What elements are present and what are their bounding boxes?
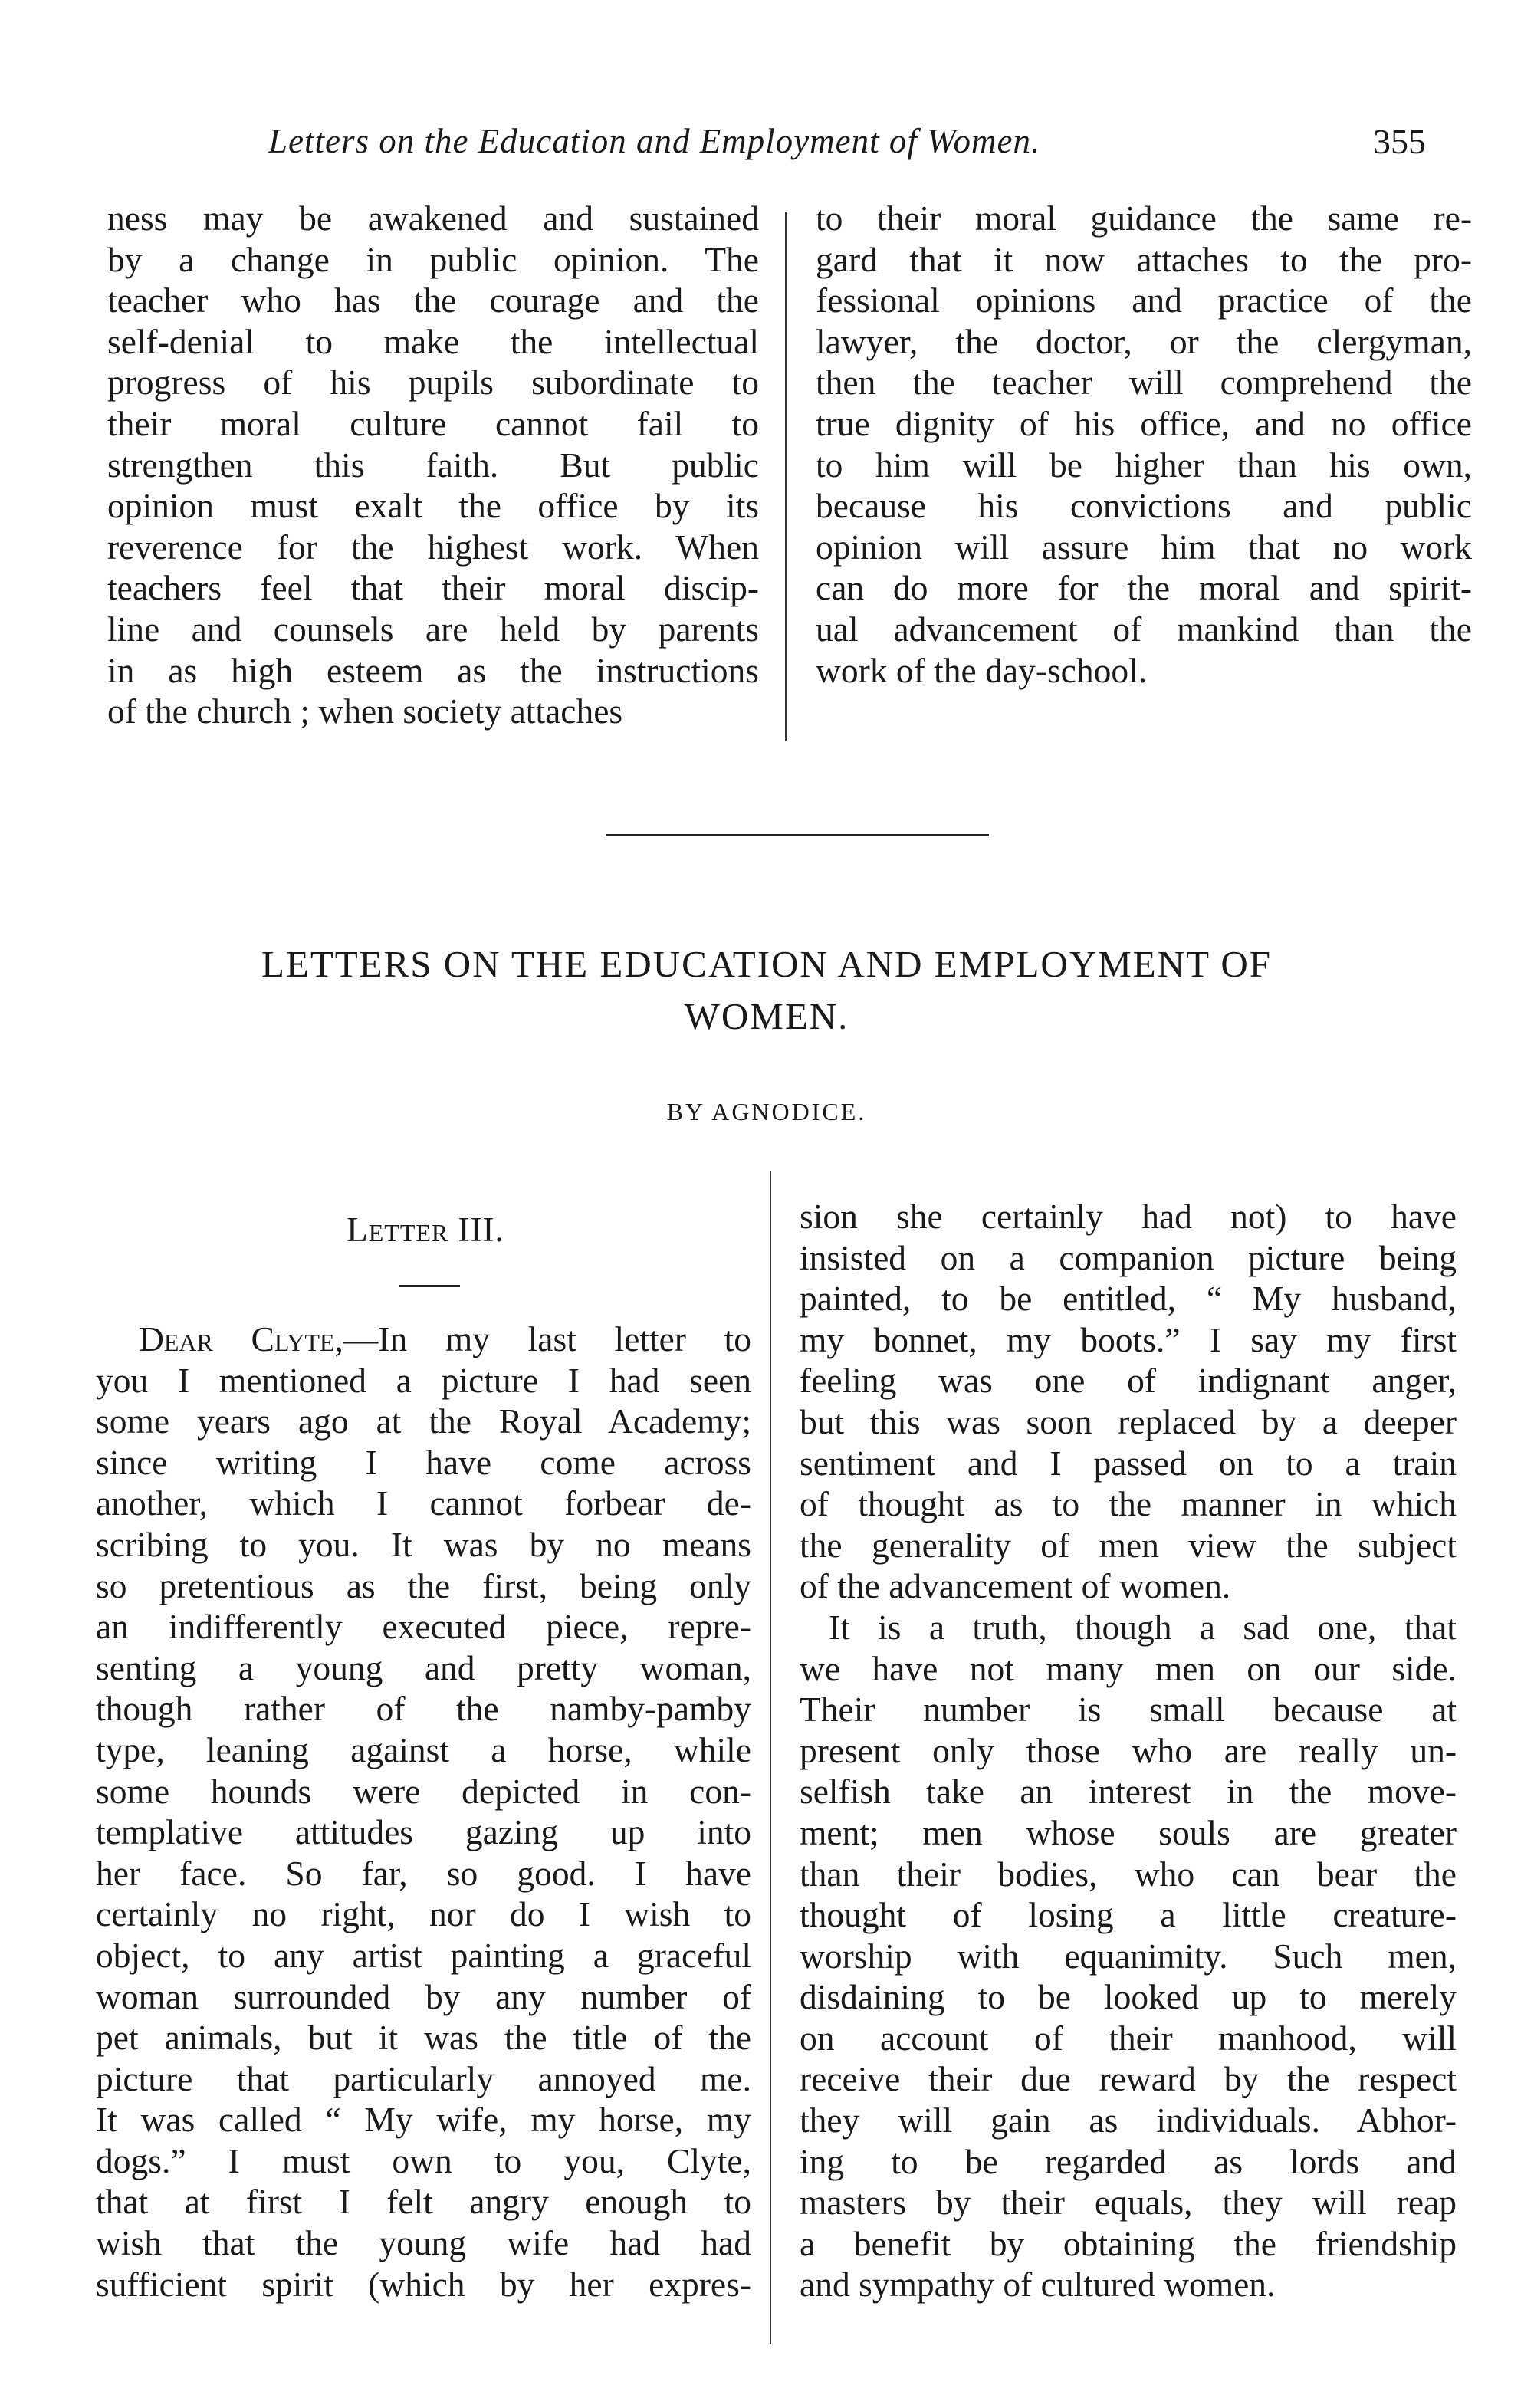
text-line: pet animals, but it was the title of the [96,2018,751,2058]
letter-heading-rule [399,1285,460,1287]
page-number: 355 [1373,122,1426,161]
text-line: feeling was one of indignant anger, [800,1361,1457,1401]
text-line: worship with equanimity. Such men, [800,1936,1457,1976]
text-line: certainly no right, nor do I wish to [96,1894,751,1934]
text-line: painted, to be entitled, “ My husband, [800,1279,1457,1319]
text-line: they will gain as individuals. Abhor- [800,2101,1457,2140]
text-line: selfish take an interest in the move- [800,1772,1457,1812]
text-line: ness may be awakened and sustained [107,199,759,238]
text-line: self-denial to make the intellectual [107,321,759,361]
text-line: masters by their equals, they will reap [800,2183,1457,2222]
text-line: true dignity of his office, and no office [816,403,1472,443]
text-line: gard that it now attaches to the pro- [816,239,1472,279]
column-divider-top [785,212,787,741]
text-line: an indifferently executed piece, repre- [96,1607,751,1647]
text-fragment: —In my last letter to [343,1319,751,1358]
text-line: a benefit by obtaining the friendship [800,2223,1457,2263]
text-line: receive their due reward by the respect [800,2059,1457,2099]
text-line: but this was soon replaced by a deeper [800,1401,1457,1441]
article-title-line: LETTERS ON THE EDUCATION AND EMPLOYMENT OF [261,943,1273,985]
text-line: you I mentioned a picture I had seen [96,1360,751,1400]
top-left-paragraph [107,198,759,732]
text-line: her face. So far, so good. I have [96,1853,751,1893]
article-title-line: WOMEN. [684,995,849,1037]
text-line: type, leaning against a horse, while [96,1730,751,1769]
text-line: than their bodies, who can bear the [800,1854,1457,1894]
text-line: disdaining to be looked up to merely [800,1977,1457,2017]
text-line: on account of their manhood, will [800,2018,1457,2058]
text-line: my bonnet, my boots.” I say my first [800,1319,1457,1359]
text-line: sion she certainly had not) to have [800,1197,1457,1236]
text-line: woman surrounded by any number of [96,1976,751,2016]
top-left-column [107,198,759,732]
text-line: some years ago at the Royal Academy; [96,1401,751,1441]
bottom-left-column [96,1319,751,2305]
text-line: to him will be higher than his own, [816,445,1472,485]
text-line: though rather of the namby-pamby [96,1689,751,1729]
text-line: some hounds were depicted in con- [96,1771,751,1811]
text-line: sufficient spirit (which by her expres- [96,2264,751,2304]
letter-paragraph-continued [800,1196,1457,1607]
text-line: of the church ; when society attaches [107,692,623,731]
text-line: Their number is small because at [800,1690,1457,1730]
salutation: Dear Clyte, [139,1319,343,1358]
text-line: present only those who are really un- [800,1730,1457,1770]
text-line: their moral culture cannot fail to [107,403,759,443]
text-line: by a change in public opinion. The [107,239,759,279]
text-line: reverence for the highest work. When [107,527,759,567]
text-line: teachers feel that their moral discip- [107,568,759,608]
text-line: to their moral guidance the same re- [816,199,1472,238]
text-line: dogs.” I must own to you, Clyte, [96,2140,751,2180]
text-line: teacher who has the courage and the [107,281,759,320]
text-line: senting a young and pretty woman, [96,1647,751,1687]
text-line: It is a truth, though a sad one, that [829,1607,1457,1647]
text-line: ing to be regarded as lords and [800,2141,1457,2181]
top-right-paragraph [816,198,1472,691]
text-line: scribing to you. It was by no means [96,1524,751,1564]
text-line: then the teacher will comprehend the [816,363,1472,402]
text-line: insisted on a companion picture being [800,1237,1457,1277]
byline: BY AGNODICE. [666,1098,867,1125]
text-line: line and counsels are held by parents [107,609,759,649]
text-line: that at first I felt angry enough to [96,2182,751,2222]
text-line: progress of his pupils subordinate to [107,363,759,402]
text-line: ual advancement of mankind than the [816,609,1472,649]
text-line: in as high esteem as the instructions [107,650,759,690]
bottom-right-column [800,1196,1457,2305]
letter-heading: Letter III. [347,1211,504,1249]
text-line: It was called “ My wife, my horse, my [96,2100,751,2140]
text-line: another, which I cannot forbear de- [96,1483,751,1523]
text-line: ment; men whose souls are greater [800,1812,1457,1852]
text-line: of the advancement of women. [800,1566,1231,1606]
text-line: picture that particularly annoyed me. [96,2058,751,2098]
text-line: templative attitudes gazing up into [96,1812,751,1852]
article-title [107,938,1426,1043]
text-line: object, to any artist painting a graceful [96,1935,751,1975]
letter-paragraph-2 [800,1607,1457,2305]
running-head [107,121,1426,167]
text-line: since writing I have come across [96,1442,751,1482]
text-line: because his convictions and public [816,486,1472,526]
text-line: we have not many men on our side. [800,1648,1457,1688]
text-line: sentiment and I passed on to a train [800,1443,1457,1483]
running-title: Letters on the Education and Employment of Women. [268,122,1041,160]
text-line: so pretentious as the first, being only [96,1565,751,1605]
text-line: can do more for the moral and spirit- [816,568,1472,608]
text-line: strengthen this faith. But public [107,445,759,485]
text-line: opinion must exalt the office by its [107,486,759,526]
letter-paragraph [96,1319,751,2305]
text-line [96,1319,751,1360]
column-divider-bottom [770,1171,771,2344]
text-line: opinion will assure him that no work [816,527,1472,567]
text-line: wish that the young wife had had [96,2223,751,2263]
text-line: of thought as to the manner in which [800,1484,1457,1524]
text-line: work of the day-school. [816,650,1148,690]
top-right-column [816,198,1472,691]
text-line: fessional opinions and practice of the [816,281,1472,320]
section-divider [606,834,989,836]
text-line: and sympathy of cultured women. [800,2265,1276,2305]
text-line: the generality of men view the subject [800,1525,1457,1565]
text-line: lawyer, the doctor, or the clergyman, [816,321,1472,361]
text-line: thought of losing a little creature- [800,1895,1457,1935]
